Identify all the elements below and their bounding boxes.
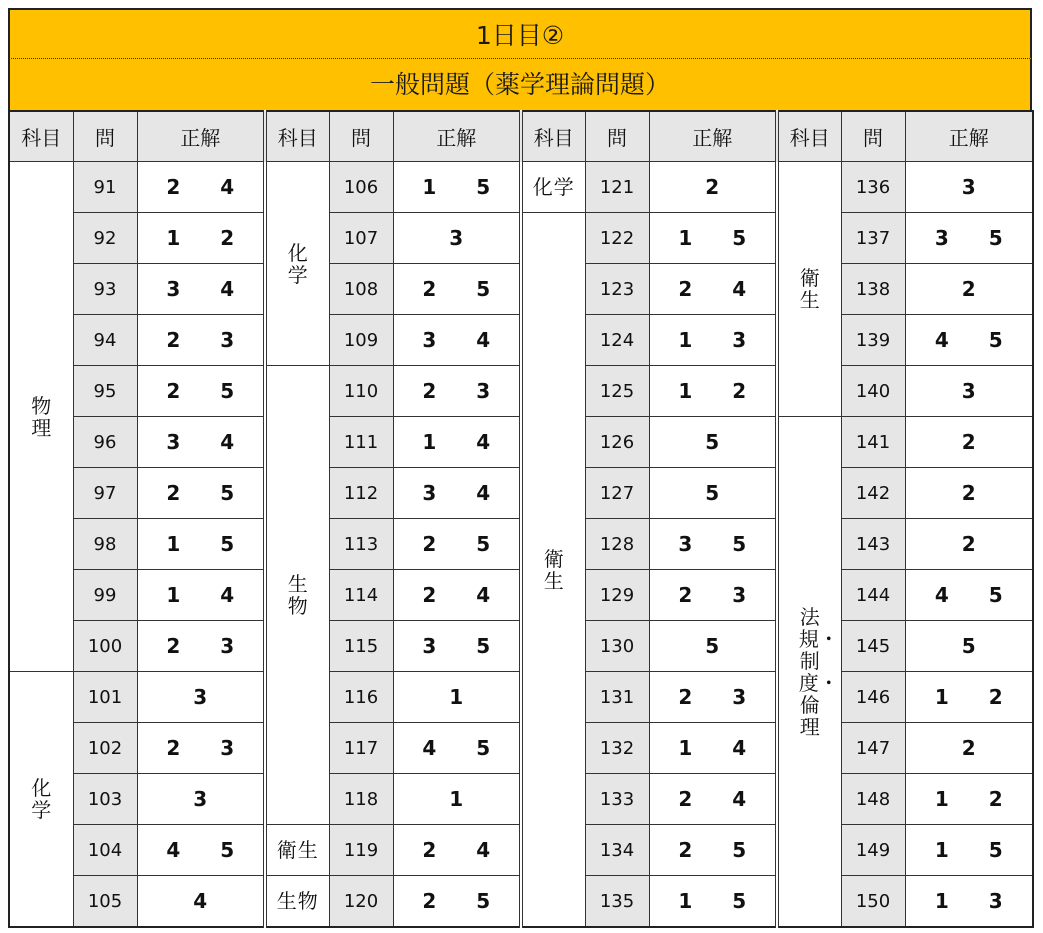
answer-cell bbox=[393, 621, 521, 672]
page-subtitle: 一般問題（薬学理論問題） bbox=[8, 59, 1032, 110]
answer-cell bbox=[137, 519, 265, 570]
answer-value: 5 bbox=[732, 226, 747, 250]
answer-cell bbox=[393, 468, 521, 519]
subject-label: 衛生 bbox=[543, 546, 564, 593]
question-number: 104 bbox=[73, 825, 137, 876]
question-number: 103 bbox=[73, 774, 137, 825]
answer-cell bbox=[393, 213, 521, 264]
question-number: 95 bbox=[73, 366, 137, 417]
question-number: 126 bbox=[585, 417, 649, 468]
answer-value: 4 bbox=[166, 838, 181, 862]
question-number: 117 bbox=[329, 723, 393, 774]
answer-cell bbox=[649, 315, 777, 366]
answer-value: 2 bbox=[678, 583, 693, 607]
answer-cell bbox=[393, 570, 521, 621]
answer-value: 2 bbox=[678, 838, 693, 862]
answer-cell bbox=[905, 621, 1033, 672]
question-number: 110 bbox=[329, 366, 393, 417]
answer-value: 5 bbox=[732, 838, 747, 862]
question-number: 133 bbox=[585, 774, 649, 825]
answer-value: 4 bbox=[476, 838, 491, 862]
answer-value: 4 bbox=[476, 583, 491, 607]
answer-cell bbox=[137, 774, 265, 825]
answer-value: 5 bbox=[988, 328, 1003, 352]
answer-value: 2 bbox=[422, 583, 437, 607]
answer-cell bbox=[649, 723, 777, 774]
question-number: 132 bbox=[585, 723, 649, 774]
column-header-subject: 科目 bbox=[265, 111, 329, 162]
answer-value: 5 bbox=[476, 736, 491, 760]
question-number: 150 bbox=[841, 876, 905, 928]
answer-cell bbox=[905, 417, 1033, 468]
answer-cell bbox=[905, 774, 1033, 825]
column-header-question: 問 bbox=[73, 111, 137, 162]
answer-value: 2 bbox=[166, 736, 181, 760]
answer-table bbox=[8, 110, 1034, 928]
answer-cell bbox=[905, 723, 1033, 774]
answer-value: 2 bbox=[422, 889, 437, 913]
question-number: 120 bbox=[329, 876, 393, 928]
question-number: 135 bbox=[585, 876, 649, 928]
question-number: 116 bbox=[329, 672, 393, 723]
question-number: 112 bbox=[329, 468, 393, 519]
column-header-answer: 正解 bbox=[137, 111, 265, 162]
subject-cell-hygiene bbox=[777, 162, 841, 417]
answer-value: 4 bbox=[220, 430, 235, 454]
column-header-question: 問 bbox=[585, 111, 649, 162]
answer-cell bbox=[649, 213, 777, 264]
answer-value: 5 bbox=[961, 634, 976, 658]
answer-cell bbox=[905, 162, 1033, 213]
answer-value: 2 bbox=[678, 685, 693, 709]
answer-value: 5 bbox=[220, 838, 235, 862]
answer-value: 2 bbox=[422, 379, 437, 403]
column-header-answer: 正解 bbox=[905, 111, 1033, 162]
question-number: 107 bbox=[329, 213, 393, 264]
question-number: 99 bbox=[73, 570, 137, 621]
question-number: 94 bbox=[73, 315, 137, 366]
column-header-subject: 科目 bbox=[9, 111, 73, 162]
answer-value: 4 bbox=[934, 583, 949, 607]
answer-value: 5 bbox=[732, 532, 747, 556]
answer-value: 3 bbox=[422, 481, 437, 505]
question-number: 101 bbox=[73, 672, 137, 723]
answer-cell bbox=[905, 315, 1033, 366]
answer-value: 1 bbox=[678, 226, 693, 250]
answer-cell bbox=[137, 876, 265, 928]
answer-cell bbox=[137, 213, 265, 264]
answer-value: 4 bbox=[476, 328, 491, 352]
answer-cell bbox=[137, 366, 265, 417]
answer-value: 1 bbox=[166, 532, 181, 556]
subject-cell-hygiene bbox=[521, 213, 585, 928]
answer-cell bbox=[393, 672, 521, 723]
table-row bbox=[9, 162, 1033, 213]
answer-value: 5 bbox=[476, 277, 491, 301]
question-number: 93 bbox=[73, 264, 137, 315]
answer-value: 4 bbox=[476, 481, 491, 505]
answer-value: 1 bbox=[934, 838, 949, 862]
answer-value: 2 bbox=[166, 175, 181, 199]
subject-label: 衛生 bbox=[799, 266, 820, 312]
answer-cell bbox=[649, 825, 777, 876]
answer-value: 1 bbox=[678, 889, 693, 913]
answer-value: 2 bbox=[988, 685, 1003, 709]
answer-cell bbox=[649, 468, 777, 519]
answer-value: 2 bbox=[422, 838, 437, 862]
answer-cell bbox=[393, 774, 521, 825]
answer-cell bbox=[649, 366, 777, 417]
answer-cell bbox=[649, 417, 777, 468]
answer-cell bbox=[393, 723, 521, 774]
subject-cell-hygiene bbox=[265, 825, 329, 876]
answer-value: 5 bbox=[476, 532, 491, 556]
answer-value: 5 bbox=[988, 583, 1003, 607]
answer-cell bbox=[905, 825, 1033, 876]
question-number: 102 bbox=[73, 723, 137, 774]
column-header-question: 問 bbox=[841, 111, 905, 162]
answer-cell bbox=[649, 570, 777, 621]
question-number: 141 bbox=[841, 417, 905, 468]
question-number: 108 bbox=[329, 264, 393, 315]
answer-cell bbox=[393, 315, 521, 366]
answer-value: 4 bbox=[732, 787, 747, 811]
question-number: 140 bbox=[841, 366, 905, 417]
question-number: 106 bbox=[329, 162, 393, 213]
question-number: 130 bbox=[585, 621, 649, 672]
question-number: 148 bbox=[841, 774, 905, 825]
answer-value: 3 bbox=[934, 226, 949, 250]
answer-value: 2 bbox=[988, 787, 1003, 811]
subject-label: 生物 bbox=[276, 889, 319, 913]
answer-value: 4 bbox=[220, 277, 235, 301]
answer-value: 4 bbox=[732, 736, 747, 760]
answer-cell bbox=[137, 162, 265, 213]
subject-label: 衛生 bbox=[276, 838, 319, 862]
answer-value: 1 bbox=[449, 685, 464, 709]
answer-value: 4 bbox=[220, 583, 235, 607]
question-number: 118 bbox=[329, 774, 393, 825]
answer-value: 5 bbox=[988, 226, 1003, 250]
answer-value: 5 bbox=[476, 175, 491, 199]
subject-label: 生物 bbox=[287, 572, 308, 618]
answer-cell bbox=[649, 876, 777, 928]
answer-cell bbox=[137, 264, 265, 315]
answer-cell bbox=[905, 876, 1033, 928]
question-number: 96 bbox=[73, 417, 137, 468]
answer-value: 3 bbox=[449, 226, 464, 250]
question-number: 146 bbox=[841, 672, 905, 723]
answer-value: 3 bbox=[961, 379, 976, 403]
question-number: 97 bbox=[73, 468, 137, 519]
question-number: 100 bbox=[73, 621, 137, 672]
answer-cell bbox=[905, 213, 1033, 264]
question-number: 142 bbox=[841, 468, 905, 519]
subject-cell-physics bbox=[9, 162, 73, 672]
answer-value: 5 bbox=[705, 430, 720, 454]
subject-cell-biology bbox=[265, 876, 329, 928]
column-header-subject: 科目 bbox=[777, 111, 841, 162]
question-number: 123 bbox=[585, 264, 649, 315]
answer-value: 5 bbox=[476, 889, 491, 913]
answer-cell bbox=[393, 417, 521, 468]
table-header-row bbox=[9, 111, 1033, 162]
answer-cell bbox=[905, 366, 1033, 417]
answer-value: 4 bbox=[732, 277, 747, 301]
answer-value: 3 bbox=[166, 277, 181, 301]
subject-cell-chemistry bbox=[9, 672, 73, 928]
subject-label: 物理 bbox=[31, 393, 52, 440]
answer-value: 2 bbox=[422, 277, 437, 301]
subject-label: 化学 bbox=[532, 175, 575, 199]
question-number: 149 bbox=[841, 825, 905, 876]
question-number: 125 bbox=[585, 366, 649, 417]
answer-value: 3 bbox=[193, 787, 208, 811]
answer-value: 5 bbox=[732, 889, 747, 913]
answer-value: 1 bbox=[678, 328, 693, 352]
subject-cell-biology bbox=[265, 366, 329, 825]
question-number: 92 bbox=[73, 213, 137, 264]
answer-value: 2 bbox=[961, 532, 976, 556]
answer-value: 1 bbox=[422, 175, 437, 199]
answer-cell bbox=[649, 774, 777, 825]
answer-cell bbox=[649, 264, 777, 315]
answer-value: 4 bbox=[476, 430, 491, 454]
answer-value: 3 bbox=[193, 685, 208, 709]
question-number: 147 bbox=[841, 723, 905, 774]
answer-value: 3 bbox=[220, 328, 235, 352]
answer-cell bbox=[649, 672, 777, 723]
subject-label: 法規・制度・倫理 bbox=[798, 604, 839, 739]
answer-value: 2 bbox=[166, 379, 181, 403]
answer-value: 2 bbox=[961, 481, 976, 505]
answer-value: 2 bbox=[220, 226, 235, 250]
answer-cell bbox=[905, 468, 1033, 519]
answer-cell bbox=[137, 621, 265, 672]
subject-cell-chemistry bbox=[265, 162, 329, 366]
column-header-answer: 正解 bbox=[649, 111, 777, 162]
question-number: 143 bbox=[841, 519, 905, 570]
answer-cell bbox=[137, 417, 265, 468]
question-number: 113 bbox=[329, 519, 393, 570]
answer-cell bbox=[649, 621, 777, 672]
answer-cell bbox=[393, 876, 521, 928]
answer-cell bbox=[393, 519, 521, 570]
answer-value: 1 bbox=[678, 379, 693, 403]
question-number: 145 bbox=[841, 621, 905, 672]
answer-cell bbox=[905, 570, 1033, 621]
answer-value: 1 bbox=[449, 787, 464, 811]
subject-cell-chemistry bbox=[521, 162, 585, 213]
answer-cell bbox=[393, 825, 521, 876]
answer-value: 1 bbox=[166, 583, 181, 607]
answer-value: 2 bbox=[732, 379, 747, 403]
question-number: 131 bbox=[585, 672, 649, 723]
answer-value: 2 bbox=[678, 277, 693, 301]
answer-cell bbox=[137, 315, 265, 366]
answer-value: 3 bbox=[220, 736, 235, 760]
answer-value: 2 bbox=[422, 532, 437, 556]
question-number: 144 bbox=[841, 570, 905, 621]
answer-cell bbox=[137, 672, 265, 723]
answer-value: 2 bbox=[678, 787, 693, 811]
answer-value: 3 bbox=[732, 583, 747, 607]
question-number: 138 bbox=[841, 264, 905, 315]
answer-value: 4 bbox=[193, 889, 208, 913]
answer-cell bbox=[393, 264, 521, 315]
table-row bbox=[9, 213, 1033, 264]
answer-value: 1 bbox=[934, 787, 949, 811]
answer-cell bbox=[649, 519, 777, 570]
subject-label: 化学 bbox=[31, 776, 52, 822]
answer-value: 3 bbox=[220, 634, 235, 658]
answer-value: 1 bbox=[678, 736, 693, 760]
answer-cell bbox=[649, 162, 777, 213]
answer-value: 3 bbox=[166, 430, 181, 454]
question-number: 136 bbox=[841, 162, 905, 213]
question-number: 114 bbox=[329, 570, 393, 621]
answer-value: 1 bbox=[934, 889, 949, 913]
question-number: 105 bbox=[73, 876, 137, 928]
question-number: 134 bbox=[585, 825, 649, 876]
answer-cell bbox=[905, 519, 1033, 570]
question-number: 98 bbox=[73, 519, 137, 570]
answer-cell bbox=[393, 366, 521, 417]
question-number: 129 bbox=[585, 570, 649, 621]
answer-value: 3 bbox=[422, 328, 437, 352]
answer-value: 5 bbox=[705, 481, 720, 505]
answer-cell bbox=[137, 468, 265, 519]
answer-value: 3 bbox=[732, 685, 747, 709]
subject-label: 化学 bbox=[287, 240, 308, 287]
answer-value: 2 bbox=[705, 175, 720, 199]
answer-value: 5 bbox=[220, 481, 235, 505]
answer-value: 5 bbox=[220, 532, 235, 556]
question-number: 122 bbox=[585, 213, 649, 264]
answer-value: 3 bbox=[422, 634, 437, 658]
column-header-question: 問 bbox=[329, 111, 393, 162]
question-number: 91 bbox=[73, 162, 137, 213]
answer-value: 3 bbox=[678, 532, 693, 556]
answer-value: 2 bbox=[166, 634, 181, 658]
answer-value: 4 bbox=[220, 175, 235, 199]
answer-value: 2 bbox=[961, 430, 976, 454]
answer-value: 5 bbox=[705, 634, 720, 658]
answer-value: 3 bbox=[732, 328, 747, 352]
column-header-subject: 科目 bbox=[521, 111, 585, 162]
question-number: 111 bbox=[329, 417, 393, 468]
answer-cell bbox=[137, 825, 265, 876]
page-title: 1日目② bbox=[8, 8, 1032, 59]
subject-cell-law bbox=[777, 417, 841, 928]
question-number: 128 bbox=[585, 519, 649, 570]
answer-value: 1 bbox=[166, 226, 181, 250]
answer-value: 3 bbox=[988, 889, 1003, 913]
question-number: 121 bbox=[585, 162, 649, 213]
answer-value: 2 bbox=[166, 328, 181, 352]
answer-value: 3 bbox=[476, 379, 491, 403]
answer-value: 2 bbox=[166, 481, 181, 505]
question-number: 115 bbox=[329, 621, 393, 672]
answer-value: 5 bbox=[476, 634, 491, 658]
answer-value: 5 bbox=[988, 838, 1003, 862]
answer-cell bbox=[393, 162, 521, 213]
answer-value: 2 bbox=[961, 277, 976, 301]
answer-cell bbox=[137, 570, 265, 621]
question-number: 109 bbox=[329, 315, 393, 366]
answer-value: 4 bbox=[934, 328, 949, 352]
answer-cell bbox=[905, 264, 1033, 315]
answer-value: 2 bbox=[961, 736, 976, 760]
answer-value: 4 bbox=[422, 736, 437, 760]
answer-value: 1 bbox=[422, 430, 437, 454]
question-number: 137 bbox=[841, 213, 905, 264]
question-number: 139 bbox=[841, 315, 905, 366]
answer-cell bbox=[137, 723, 265, 774]
question-number: 124 bbox=[585, 315, 649, 366]
answer-value: 3 bbox=[961, 175, 976, 199]
question-number: 127 bbox=[585, 468, 649, 519]
answer-value: 5 bbox=[220, 379, 235, 403]
answer-cell bbox=[905, 672, 1033, 723]
column-header-answer: 正解 bbox=[393, 111, 521, 162]
answer-value: 1 bbox=[934, 685, 949, 709]
question-number: 119 bbox=[329, 825, 393, 876]
